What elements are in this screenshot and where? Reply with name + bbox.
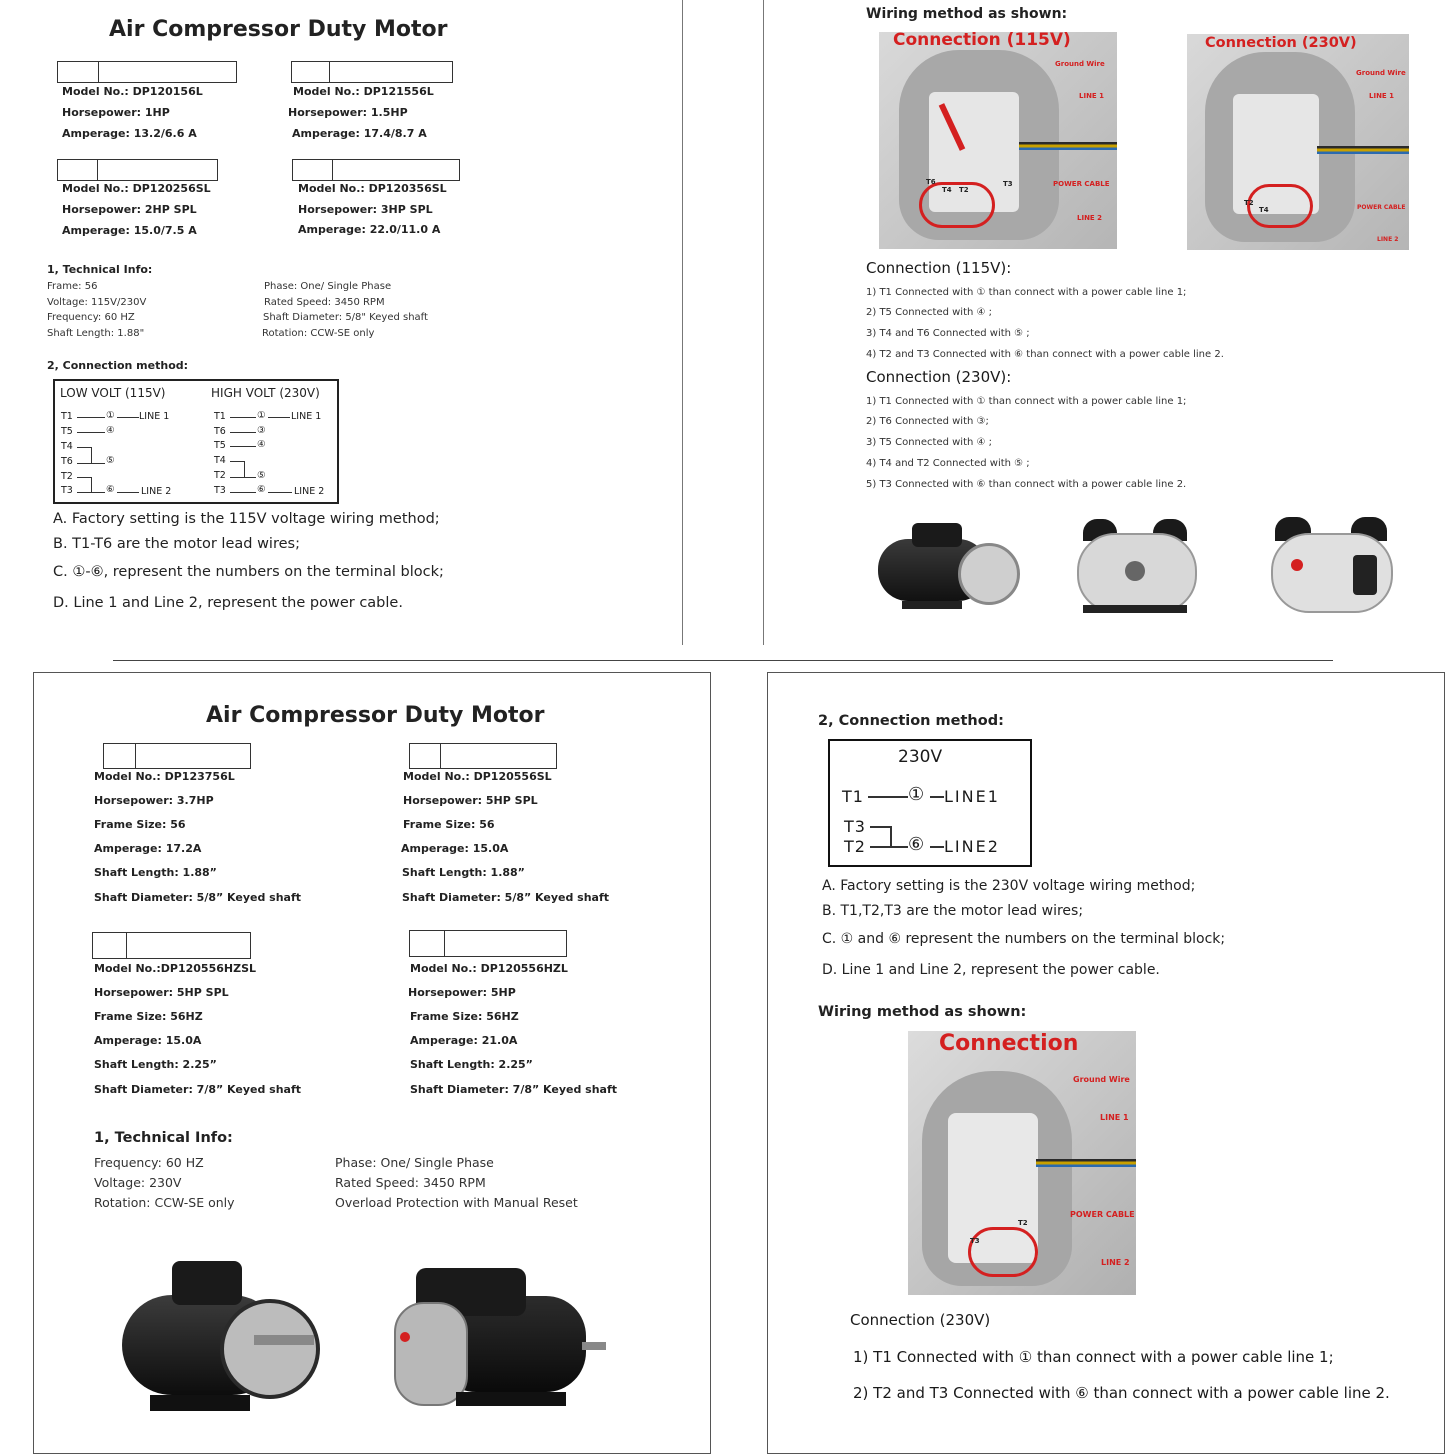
photo-title: Connection (230V)	[1205, 35, 1357, 51]
model-spec: Horsepower: 5HP SPL	[94, 986, 229, 999]
connection-method-heading: 2, Connection method:	[47, 359, 189, 372]
tech-info-item: Rated Speed: 3450 RPM	[264, 297, 385, 308]
lead-label: T2	[214, 470, 226, 481]
note-d: D. Line 1 and Line 2, represent the power cable.	[53, 595, 403, 611]
model-id-box	[103, 743, 251, 769]
motor-image-grey-black	[386, 1262, 616, 1420]
model-spec: Amperage: 21.0A	[410, 1034, 518, 1047]
model-spec: Shaft Length: 2.25”	[94, 1058, 217, 1071]
horsepower: Horsepower: 3HP SPL	[298, 203, 433, 216]
terminal-number: ①	[106, 410, 115, 421]
line2-label: LINE 2	[1377, 236, 1399, 243]
terminal-number: ⑤	[106, 455, 115, 466]
tech-info-item: Rotation: CCW-SE only	[262, 328, 375, 339]
connection-step: 2) T5 Connected with ④ ;	[866, 307, 993, 318]
line2-label: LINE 2	[1077, 214, 1103, 222]
wiring-method-heading: Wiring method as shown:	[818, 1004, 1027, 1020]
model-id-box	[57, 61, 237, 83]
model-spec: Shaft Length: 1.88”	[94, 866, 217, 879]
note-c: C. ① and ⑥ represent the numbers on the terminal block;	[822, 931, 1226, 947]
terminal-number: ③	[257, 425, 266, 436]
model-spec: Model No.: DP120556SL	[403, 770, 552, 783]
amperage: Amperage: 17.4/8.7 A	[292, 127, 427, 140]
note-c: C. ①-⑥, represent the numbers on the terminal block;	[53, 564, 444, 580]
wiring-diagram-230v	[828, 739, 1032, 867]
lead-label: T2	[844, 837, 866, 856]
model-spec: Shaft Diameter: 5/8” Keyed shaft	[94, 891, 302, 904]
lead-label: T2	[61, 471, 73, 482]
amperage: Amperage: 15.0/7.5 A	[62, 224, 197, 237]
model-id-box	[92, 932, 251, 959]
lead-label: T5	[214, 440, 226, 451]
connection-step: 1) T1 Connected with ① than connect with a power cable line 1;	[866, 396, 1187, 407]
photo-title: Connection (115V)	[893, 32, 1071, 50]
tech-info-item: Phase: One/ Single Phase	[264, 281, 392, 292]
line-label: LINE 1	[139, 411, 170, 422]
connection-115v-heading: Connection (115V):	[866, 259, 1012, 277]
horsepower: Horsepower: 1.5HP	[288, 106, 408, 119]
terminal-t4: T4	[942, 186, 952, 194]
ground-wire-label: Ground Wire	[1073, 1075, 1130, 1084]
connection-step: 4) T4 and T2 Connected with ⑤ ;	[866, 458, 1030, 469]
connection-step: 4) T2 and T3 Connected with ⑥ than connect with a power cable line 2.	[866, 349, 1224, 360]
horizontal-divider	[113, 660, 1333, 661]
q3-title: Air Compressor Duty Motor	[206, 703, 545, 728]
note-a: A. Factory setting is the 230V voltage wiring method;	[822, 878, 1196, 894]
model-spec: Amperage: 15.0A	[401, 842, 509, 855]
lead-label: T4	[214, 455, 226, 466]
terminal-number: ①	[908, 784, 925, 805]
connection-step: 3) T4 and T6 Connected with ⑤ ;	[866, 328, 1030, 339]
lead-label: T6	[61, 456, 73, 467]
terminal-t3: T3	[970, 1237, 980, 1245]
model-spec: Frame Size: 56	[94, 818, 186, 831]
tech-info-item: Voltage: 230V	[94, 1175, 182, 1190]
connection-step: 2) T6 Connected with ③;	[866, 416, 989, 427]
power-cable-label: POWER CABLE	[1357, 204, 1406, 211]
model-spec: Frame Size: 56HZ	[94, 1010, 203, 1023]
ground-wire-label: Ground Wire	[1055, 60, 1105, 68]
line-label: LINE 1	[291, 411, 322, 422]
model-spec: Amperage: 17.2A	[94, 842, 202, 855]
tech-info-item: Overload Protection with Manual Reset	[335, 1195, 578, 1210]
line2-label: LINE 2	[1101, 1258, 1130, 1267]
connection-230v-heading: Connection (230V):	[866, 368, 1012, 386]
motor-image-black	[100, 1255, 322, 1420]
model-id-box	[409, 743, 557, 769]
line-label: LINE1	[944, 787, 1000, 806]
model-number: Model No.: DP120256SL	[62, 182, 211, 195]
model-spec: Model No.: DP123756L	[94, 770, 235, 783]
lead-label: T5	[61, 426, 73, 437]
model-spec: Horsepower: 5HP SPL	[403, 794, 538, 807]
model-number: Model No.: DP121556L	[293, 85, 434, 98]
amperage: Amperage: 13.2/6.6 A	[62, 127, 197, 140]
model-spec: Model No.: DP120556HZL	[410, 962, 568, 975]
amperage: Amperage: 22.0/11.0 A	[298, 223, 441, 236]
lead-label: T6	[214, 426, 226, 437]
model-spec: Shaft Diameter: 7/8” Keyed shaft	[410, 1083, 618, 1096]
model-spec: Shaft Length: 2.25”	[410, 1058, 533, 1071]
connection-step: 5) T3 Connected with ⑥ than connect with a power cable line 2.	[866, 479, 1187, 490]
terminal-number: ④	[106, 425, 115, 436]
vertical-divider-top-right	[763, 0, 764, 645]
terminal-t4: T4	[1259, 206, 1269, 214]
note-d: D. Line 1 and Line 2, represent the power cable.	[822, 962, 1160, 978]
horsepower: Horsepower: 2HP SPL	[62, 203, 197, 216]
horsepower: Horsepower: 1HP	[62, 106, 170, 119]
model-spec: Shaft Diameter: 7/8” Keyed shaft	[94, 1083, 302, 1096]
line-label: LINE 2	[141, 486, 172, 497]
tech-info-item: Rotation: CCW-SE only	[94, 1195, 235, 1210]
high-volt-title: HIGH VOLT (230V)	[211, 386, 320, 400]
model-id-box	[57, 159, 218, 181]
wiring-photo-115v	[879, 32, 1117, 249]
wiring-photo-230v-single	[908, 1031, 1136, 1295]
terminal-number: ①	[257, 410, 266, 421]
motor-image-front	[1073, 517, 1197, 617]
terminal-t6: T6	[926, 178, 936, 186]
model-number: Model No.: DP120356SL	[298, 182, 447, 195]
model-number: Model No.: DP120156L	[62, 85, 203, 98]
line1-label: LINE 1	[1079, 92, 1105, 100]
tech-info-item: Shaft Diameter: 5/8" Keyed shaft	[263, 312, 428, 323]
lead-label: T4	[61, 441, 73, 452]
lead-label: T3	[214, 485, 226, 496]
model-spec: Shaft Length: 1.88”	[402, 866, 525, 879]
connection-step: 2) T2 and T3 Connected with ⑥ than connect with a power cable line 2.	[853, 1384, 1390, 1402]
model-id-box	[409, 930, 567, 957]
model-spec: Frame Size: 56HZ	[410, 1010, 519, 1023]
lead-label: T1	[214, 411, 226, 422]
terminal-number: ⑤	[257, 470, 266, 481]
lead-label: T1	[61, 411, 73, 422]
model-spec: Horsepower: 5HP	[408, 986, 516, 999]
terminal-t2: T2	[1244, 199, 1254, 207]
model-spec: Horsepower: 3.7HP	[94, 794, 214, 807]
wiring-method-heading: Wiring method as shown:	[866, 6, 1068, 22]
line-label: LINE2	[944, 837, 1000, 856]
connection-step: 1) T1 Connected with ① than connect with a power cable line 1;	[853, 1348, 1334, 1366]
power-cable-label: POWER CABLE	[1070, 1210, 1135, 1219]
note-b: B. T1-T6 are the motor lead wires;	[53, 536, 300, 552]
tech-info-item: Phase: One/ Single Phase	[335, 1155, 494, 1170]
line1-label: LINE 1	[1100, 1113, 1129, 1122]
tech-info-item: Shaft Length: 1.88"	[47, 328, 145, 339]
tech-info-item: Frame: 56	[47, 281, 98, 292]
motor-image-rear	[1267, 515, 1397, 617]
terminal-number: ⑥	[257, 484, 266, 495]
high-volt-diagram	[212, 409, 336, 497]
model-spec: Amperage: 15.0A	[94, 1034, 202, 1047]
tech-info-heading: 1, Technical Info:	[47, 263, 153, 276]
motor-image-side	[872, 517, 1022, 617]
lead-label: T3	[844, 817, 866, 836]
tech-info-item: Frequency: 60 HZ	[47, 312, 135, 323]
q1-title: Air Compressor Duty Motor	[109, 17, 448, 42]
terminal-number: ⑥	[106, 484, 115, 495]
terminal-t2: T2	[1018, 1219, 1028, 1227]
vertical-divider-top-left	[682, 0, 683, 645]
line-label: LINE 2	[294, 486, 325, 497]
model-spec: Model No.:DP120556HZSL	[94, 962, 257, 975]
connection-step: 1) T1 Connected with ① than connect with a power cable line 1;	[866, 287, 1187, 298]
model-id-box	[291, 61, 453, 83]
power-cable-label: POWER CABLE	[1053, 180, 1110, 188]
connection-230v-subheading: Connection (230V)	[850, 1311, 991, 1329]
photo-title: Connection	[939, 1031, 1079, 1056]
connection-step: 3) T5 Connected with ④ ;	[866, 437, 993, 448]
low-volt-title: LOW VOLT (115V)	[60, 386, 166, 400]
low-volt-diagram	[59, 409, 199, 497]
terminal-t2: T2	[959, 186, 969, 194]
diagram-title: 230V	[898, 747, 943, 767]
terminal-t3: T3	[1003, 180, 1013, 188]
ground-wire-label: Ground Wire	[1356, 69, 1406, 77]
wiring-photo-230v	[1187, 34, 1409, 250]
tech-info-item: Rated Speed: 3450 RPM	[335, 1175, 486, 1190]
line1-label: LINE 1	[1369, 92, 1395, 100]
terminal-number: ④	[257, 439, 266, 450]
lead-label: T3	[61, 485, 73, 496]
note-b: B. T1,T2,T3 are the motor lead wires;	[822, 903, 1084, 919]
model-spec: Shaft Diameter: 5/8” Keyed shaft	[402, 891, 610, 904]
terminal-number: ⑥	[908, 834, 925, 855]
tech-info-item: Frequency: 60 HZ	[94, 1155, 204, 1170]
tech-info-item: Voltage: 115V/230V	[47, 297, 147, 308]
model-id-box	[292, 159, 460, 181]
model-spec: Frame Size: 56	[403, 818, 495, 831]
note-a: A. Factory setting is the 115V voltage wiring method;	[53, 511, 440, 527]
wiring-diagram-box	[53, 379, 339, 504]
tech-info-heading: 1, Technical Info:	[94, 1130, 233, 1146]
lead-label: T1	[842, 787, 864, 806]
connection-method-heading: 2, Connection method:	[818, 713, 1004, 729]
